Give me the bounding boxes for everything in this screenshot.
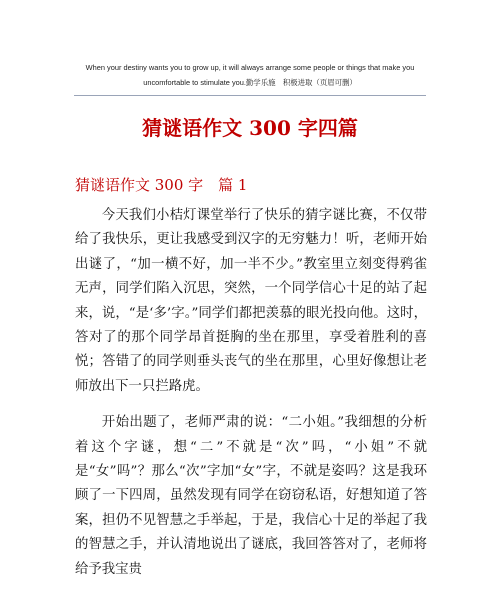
document-body bbox=[75, 204, 427, 594]
header-divider bbox=[74, 95, 426, 96]
header-line-1: When your destiny wants you to grow up, it will always arrange some people or things that make you bbox=[85, 63, 415, 72]
section-title: 猜谜语作文 300 字 篇 1 bbox=[75, 176, 248, 194]
paragraph-2: 开始出题了，老师严肃的说：“二小姐。”我细想的分析着这个字谜，想“二”不就是“次”吗，“小姐”不就是“女”吗”？那么“次”字加“女”字，不就是姿吗？这是我环顾了一下四周，虽然发现有同学在窃窃私语，好想知道了答案，担仍不见智慧之手举起，于是，我信心十足的举起了我的智慧之手，并认清地说出了谜底，我回答答对了，老师将给予我宝贵 bbox=[75, 415, 427, 577]
header-line-2: uncomfortable to stimulate you.勤学乐施 积极进取（页眉可删） bbox=[143, 78, 357, 87]
page-header bbox=[70, 60, 430, 90]
document-title: 猜谜语作文 300 字四篇 bbox=[142, 116, 358, 140]
paragraph-1: 今天我们小桔灯课堂举行了快乐的猜字谜比赛，不仅带给了我快乐，更让我感受到汉字的无穷魅力！听，老师开始出谜了，“加一横不好，加一半不少。”教室里立刻变得鸦雀无声，同学们陷入沉思，突然，一个同学信心十足的站了起来，说，“是‘多’字。”同学们都把羡慕的眼光投向他。这时，答对了的那个同学昂首挺胸的坐在那里，享受着胜利的喜悦；答错了的同学则垂头丧气的坐在那里，心里好像想让老师放出下一只拦路虎。 bbox=[75, 208, 427, 394]
